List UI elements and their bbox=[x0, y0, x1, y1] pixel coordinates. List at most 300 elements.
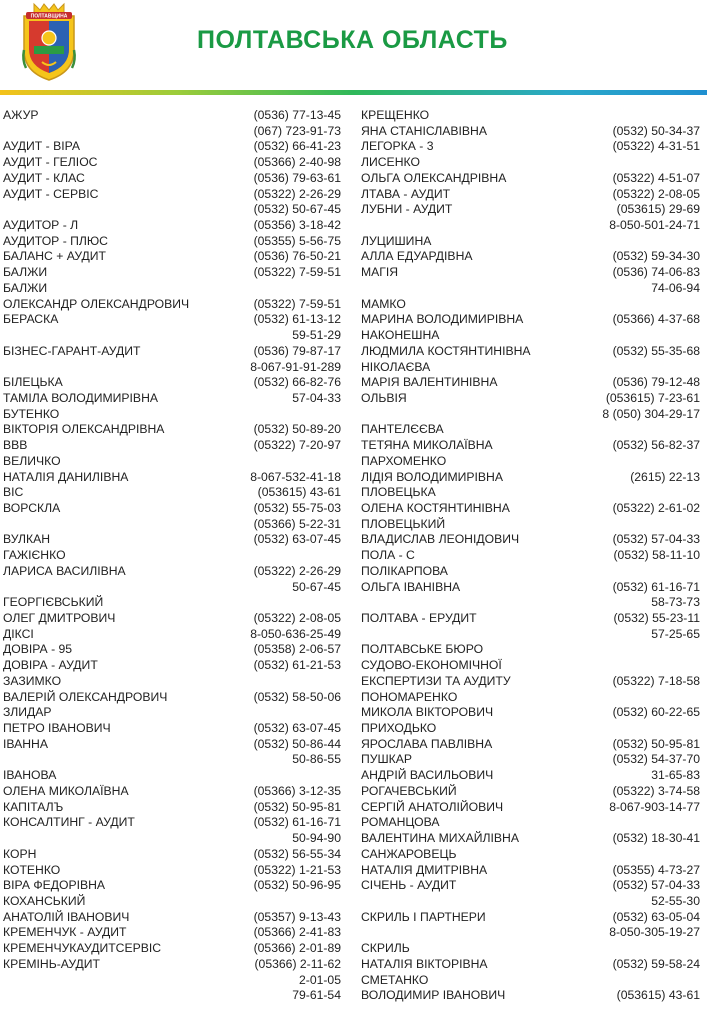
directory-row bbox=[361, 658, 700, 674]
entry-name: ЯРОСЛАВА ПАВЛІВНА bbox=[361, 736, 493, 751]
entry-name: ОЛЬГА ІВАНІВНА bbox=[361, 579, 461, 594]
entry-name: ПУШКАР bbox=[361, 752, 413, 767]
directory-row bbox=[3, 973, 341, 989]
directory-row bbox=[3, 108, 341, 124]
entry-phone: (0532) 59-34-30 bbox=[612, 249, 700, 264]
directory-row bbox=[361, 312, 700, 328]
entry-name: КОНСАЛТИНГ - АУДИТ bbox=[3, 815, 135, 830]
entry-phone: 8-050-501-24-71 bbox=[609, 218, 700, 233]
gradient-divider bbox=[0, 90, 707, 95]
entry-name: ВЕЛИЧКО bbox=[3, 453, 61, 468]
directory-row bbox=[361, 721, 700, 737]
entry-phone: (0532) 66-82-76 bbox=[253, 375, 341, 390]
entry-name: КРЕЩЕНКО bbox=[361, 108, 430, 122]
entry-phone: (05366) 2-11-62 bbox=[254, 956, 341, 971]
directory-row bbox=[361, 863, 700, 879]
directory-row bbox=[3, 831, 341, 847]
entry-name: БЕРАСКА bbox=[3, 312, 59, 327]
entry-phone: (0532) 50-67-45 bbox=[253, 202, 341, 217]
directory-row bbox=[3, 501, 341, 517]
directory-row bbox=[361, 784, 700, 800]
directory-row bbox=[361, 328, 700, 344]
entry-name: АУДИТ - КЛАС bbox=[3, 170, 85, 185]
entry-name: МИКОЛА ВІКТОРОВИЧ bbox=[361, 705, 494, 720]
entry-phone: (05322) 7-20-97 bbox=[253, 438, 341, 453]
entry-name: ПРИХОДЬКО bbox=[361, 721, 437, 736]
entry-phone: 79-61-54 bbox=[292, 988, 341, 1003]
entry-name: КРЕМЕНЧУК - АУДИТ bbox=[3, 925, 127, 940]
entry-name: САНЖАРОВЕЦЬ bbox=[361, 846, 457, 861]
entry-name: ОЛЕКСАНДР ОЛЕКСАНДРОВИЧ bbox=[3, 296, 190, 311]
entry-name: НІКОЛАЄВА bbox=[361, 359, 431, 374]
entry-name: КРЕМІНЬ-АУДИТ bbox=[3, 956, 100, 971]
entry-name: КАПІТАЛЪ bbox=[3, 799, 64, 814]
directory-row bbox=[3, 454, 341, 470]
directory-row bbox=[361, 988, 700, 1004]
entry-name: ТАМІЛА ВОЛОДИМИРІВНА bbox=[3, 390, 158, 405]
directory-row bbox=[361, 800, 700, 816]
entry-name: ВОЛОДИМИР ІВАНОВИЧ bbox=[361, 988, 506, 1003]
directory-row bbox=[361, 485, 700, 501]
entry-phone: (0532) 61-13-12 bbox=[253, 312, 341, 327]
entry-name: ЛТАВА - АУДИТ bbox=[361, 186, 451, 201]
directory-row bbox=[361, 202, 700, 218]
directory-row bbox=[3, 344, 341, 360]
entry-name: ДОВІРА - 95 bbox=[3, 642, 73, 657]
entry-phone: (05322) 3-74-58 bbox=[612, 783, 700, 798]
directory-row bbox=[361, 187, 700, 203]
directory-row bbox=[3, 470, 341, 486]
entry-name: ДОВІРА - АУДИТ bbox=[3, 658, 98, 673]
entry-name: РОГАЧЕВСЬКИЙ bbox=[361, 783, 457, 798]
entry-phone: (053615) 29-69 bbox=[616, 202, 700, 217]
directory-row bbox=[3, 202, 341, 218]
entry-name: ЛУБНИ - АУДИТ bbox=[361, 202, 453, 217]
entry-phone: (05366) 2-41-83 bbox=[253, 925, 341, 940]
directory-row bbox=[361, 108, 700, 124]
directory-row bbox=[3, 422, 341, 438]
entry-name: КОТЕНКО bbox=[3, 862, 61, 877]
directory-row bbox=[361, 878, 700, 894]
directory-row bbox=[361, 265, 700, 281]
page-header bbox=[0, 0, 707, 96]
directory-row bbox=[361, 438, 700, 454]
entry-phone: 2-01-05 bbox=[298, 972, 341, 987]
directory-row bbox=[361, 391, 700, 407]
entry-name: ЛЮДМИЛА КОСТЯНТИНІВНА bbox=[361, 343, 531, 358]
entry-name: СМЕТАНКО bbox=[361, 972, 429, 987]
directory-row bbox=[361, 611, 700, 627]
directory-row bbox=[361, 925, 700, 941]
directory-row bbox=[361, 580, 700, 596]
entry-name: ТЕТЯНА МИКОЛАЇВНА bbox=[361, 438, 493, 453]
directory-row bbox=[361, 973, 700, 989]
entry-phone: 8-050-636-25-49 bbox=[250, 626, 341, 641]
directory-row bbox=[361, 375, 700, 391]
directory-row bbox=[3, 171, 341, 187]
entry-phone: 50-67-45 bbox=[292, 579, 341, 594]
directory-row bbox=[3, 957, 341, 973]
entry-name: ПЛОВЕЦЬКИЙ bbox=[361, 516, 446, 531]
entry-name: ВАЛЕРІЙ ОЛЕКСАНДРОВИЧ bbox=[3, 689, 168, 704]
entry-phone: 52-55-30 bbox=[651, 893, 700, 908]
directory-row bbox=[3, 265, 341, 281]
directory-row bbox=[361, 690, 700, 706]
directory-row bbox=[361, 595, 700, 611]
entry-name: ОЛЬГА ОЛЕКСАНДРІВНА bbox=[361, 170, 507, 185]
directory-row bbox=[361, 674, 700, 690]
entry-phone: (05322) 2-08-05 bbox=[253, 611, 341, 625]
entry-name: БІЛЕЦЬКА bbox=[3, 375, 63, 390]
crest-text: ПОЛТАВЩИНА bbox=[30, 13, 68, 20]
directory-row bbox=[361, 910, 700, 926]
entry-name: ЛЕГОРКА - 3 bbox=[361, 139, 434, 154]
directory-row bbox=[3, 281, 341, 297]
directory-row bbox=[3, 249, 341, 265]
entry-phone: (05358) 2-06-57 bbox=[253, 642, 341, 657]
entry-phone: (2615) 22-13 bbox=[630, 469, 700, 484]
directory-row bbox=[3, 658, 341, 674]
entry-name: КОХАНСЬКИЙ bbox=[3, 893, 86, 908]
directory-row bbox=[3, 438, 341, 454]
entry-phone: (05357) 9-13-43 bbox=[253, 909, 341, 924]
directory-row bbox=[3, 564, 341, 580]
directory-row bbox=[361, 564, 700, 580]
entry-phone: (067) 723-91-73 bbox=[253, 123, 341, 138]
entry-name: ГАЖІЄНКО bbox=[3, 548, 66, 563]
entry-name: ГЕОРГІЄВСЬКИЙ bbox=[3, 595, 104, 610]
entry-phone: (05322) 2-26-29 bbox=[253, 563, 341, 578]
entry-phone: (05366) 2-40-98 bbox=[253, 155, 341, 170]
entry-name: АУДИТОР - ПЛЮС bbox=[3, 233, 108, 248]
entry-name: ВІРА ФЕДОРІВНА bbox=[3, 878, 106, 893]
entry-name: БАЛЖИ bbox=[3, 280, 48, 295]
entry-phone: 58-73-73 bbox=[651, 595, 700, 610]
directory-row bbox=[361, 234, 700, 250]
entry-name: ЛУЦИШИНА bbox=[361, 233, 432, 248]
entry-name: СЕРГІЙ АНАТОЛІЙОВИЧ bbox=[361, 799, 504, 814]
page-title: ПОЛТАВСЬКА ОБЛАСТЬ bbox=[197, 26, 508, 54]
entry-phone: (0532) 61-21-53 bbox=[253, 658, 341, 673]
directory-row bbox=[361, 281, 700, 297]
entry-phone: (0532) 63-05-04 bbox=[612, 909, 700, 924]
entry-name: ПЛОВЕЦЬКА bbox=[361, 485, 436, 500]
entry-name: АУДИТ - СЕРВІС bbox=[3, 186, 99, 201]
directory-row bbox=[361, 360, 700, 376]
entry-phone: (0536) 76-50-21 bbox=[253, 249, 341, 264]
directory-row bbox=[361, 249, 700, 265]
directory-row bbox=[3, 721, 341, 737]
entry-phone: 74-06-94 bbox=[651, 280, 700, 295]
entry-phone: (05355) 4-73-27 bbox=[612, 862, 700, 877]
entry-name: ОЛЕНА МИКОЛАЇВНА bbox=[3, 783, 129, 798]
entry-name: АЛЛА ЕДУАРДІВНА bbox=[361, 249, 473, 264]
entry-name: АУДИТ - ГЕЛІОС bbox=[3, 155, 98, 170]
entry-name: АНАТОЛІЙ ІВАНОВИЧ bbox=[3, 909, 130, 924]
entry-name: ПОНОМАРЕНКО bbox=[361, 689, 458, 704]
entry-phone: (0532) 59-58-24 bbox=[612, 956, 700, 971]
entry-name: ЕКСПЕРТИЗИ ТА АУДИТУ bbox=[361, 673, 511, 688]
entry-name: ОЛЕНА КОСТЯНТИНІВНА bbox=[361, 500, 510, 515]
directory-row bbox=[3, 391, 341, 407]
directory-row bbox=[3, 611, 341, 627]
entry-phone: (05322) 4-31-51 bbox=[612, 139, 700, 154]
entry-phone: (0532) 57-04-33 bbox=[612, 532, 700, 547]
directory-row bbox=[361, 831, 700, 847]
entry-name: СУДОВО-ЕКОНОМІЧНОЇ bbox=[361, 658, 502, 673]
entry-phone: 31-65-83 bbox=[651, 768, 700, 783]
entry-phone: (0532) 56-55-34 bbox=[253, 846, 341, 861]
directory-row bbox=[3, 941, 341, 957]
directory-row bbox=[361, 894, 700, 910]
directory-row bbox=[3, 532, 341, 548]
directory-row bbox=[361, 957, 700, 973]
entry-phone: (0532) 57-04-33 bbox=[612, 878, 700, 893]
directory-row bbox=[3, 800, 341, 816]
entry-name: МАРИНА ВОЛОДИМИРІВНА bbox=[361, 312, 524, 327]
entry-phone: 57-25-65 bbox=[651, 626, 700, 641]
directory-row bbox=[361, 768, 700, 784]
directory-row bbox=[3, 407, 341, 423]
directory-row bbox=[3, 847, 341, 863]
entry-phone: (0532) 55-75-03 bbox=[253, 500, 341, 515]
directory-row bbox=[361, 139, 700, 155]
entry-name: АНДРІЙ ВАСИЛЬОВИЧ bbox=[361, 768, 494, 783]
entry-phone: (0536) 79-87-17 bbox=[253, 343, 341, 358]
entry-name: АЖУР bbox=[3, 108, 39, 122]
entry-name: НАТАЛІЯ ДМИТРІВНА bbox=[361, 862, 488, 877]
directory-row bbox=[3, 297, 341, 313]
directory-row bbox=[3, 375, 341, 391]
entry-name: ВЛАДИСЛАВ ЛЕОНІДОВИЧ bbox=[361, 532, 520, 547]
entry-name: СКРИЛЬ bbox=[361, 941, 410, 956]
entry-phone: (0536) 79-63-61 bbox=[253, 170, 341, 185]
directory-row bbox=[3, 627, 341, 643]
entry-phone: (0532) 58-11-10 bbox=[613, 548, 700, 563]
entry-name: ІВАНОВА bbox=[3, 768, 57, 783]
entry-phone: (0532) 61-16-71 bbox=[612, 579, 700, 594]
entry-name: ВІС bbox=[3, 485, 24, 500]
entry-phone: (05322) 7-18-58 bbox=[612, 673, 700, 688]
directory-row bbox=[3, 752, 341, 768]
entry-phone: (0532) 50-95-81 bbox=[253, 799, 341, 814]
entry-phone: (053615) 43-61 bbox=[616, 988, 700, 1003]
entry-phone: (05322) 2-08-05 bbox=[612, 186, 700, 201]
entry-phone: (05355) 5-56-75 bbox=[253, 233, 341, 248]
entry-phone: (05366) 5-22-31 bbox=[253, 516, 341, 531]
entry-phone: (0532) 55-23-11 bbox=[613, 611, 700, 625]
entry-name: КРЕМЕНЧУКАУДИТСЕРВІС bbox=[3, 941, 162, 956]
entry-phone: 8 (050) 304-29-17 bbox=[602, 406, 700, 421]
entry-name: ЛІДІЯ ВОЛОДИМИРІВНА bbox=[361, 469, 503, 484]
directory-row bbox=[361, 847, 700, 863]
directory-row bbox=[361, 941, 700, 957]
directory-row bbox=[3, 595, 341, 611]
entry-phone: (05322) 4-51-07 bbox=[612, 170, 700, 185]
entry-name: РОМАНЦОВА bbox=[361, 815, 440, 830]
entry-phone: (05356) 3-18-42 bbox=[253, 218, 341, 233]
directory-row bbox=[361, 470, 700, 486]
right-directory-column bbox=[361, 108, 700, 1004]
entry-name: ЗАЗИМКО bbox=[3, 673, 62, 688]
entry-name: ВАЛЕНТИНА МИХАЙЛІВНА bbox=[361, 831, 519, 846]
entry-phone: (0532) 55-35-68 bbox=[612, 343, 700, 358]
entry-phone: (0532) 66-41-23 bbox=[253, 139, 341, 154]
directory-row bbox=[361, 155, 700, 171]
entry-name: ПЕТРО ІВАНОВИЧ bbox=[3, 721, 111, 736]
directory-row bbox=[361, 815, 700, 831]
entry-name: ІВАННА bbox=[3, 736, 48, 751]
directory-row bbox=[361, 705, 700, 721]
directory-row bbox=[3, 580, 341, 596]
directory-row bbox=[361, 532, 700, 548]
directory-row bbox=[3, 360, 341, 376]
entry-name: КОРН bbox=[3, 846, 37, 861]
directory-row bbox=[3, 705, 341, 721]
directory-row bbox=[361, 737, 700, 753]
directory-row bbox=[361, 642, 700, 658]
entry-phone: (0536) 74-06-83 bbox=[612, 265, 700, 280]
entry-name: ПОЛА - С bbox=[361, 548, 415, 563]
entry-name: СІЧЕНЬ - АУДИТ bbox=[361, 878, 457, 893]
entry-phone: (053615) 43-61 bbox=[257, 485, 341, 500]
directory-row bbox=[3, 642, 341, 658]
entry-name: БУТЕНКО bbox=[3, 406, 60, 421]
entry-phone: (05322) 2-61-02 bbox=[612, 500, 700, 515]
directory-row bbox=[361, 627, 700, 643]
directory-row bbox=[361, 407, 700, 423]
entry-name: ВОРСКЛА bbox=[3, 500, 61, 515]
entry-name: БАЛЖИ bbox=[3, 265, 48, 280]
directory-row bbox=[3, 910, 341, 926]
poltava-oblast-coat-of-arms-icon bbox=[20, 2, 78, 82]
directory-row bbox=[3, 548, 341, 564]
entry-phone: (0532) 50-89-20 bbox=[253, 422, 341, 437]
entry-name: ПОЛТАВА - ЕРУДИТ bbox=[361, 611, 477, 625]
directory-row bbox=[361, 454, 700, 470]
entry-name: ПОЛІКАРПОВА bbox=[361, 563, 448, 578]
directory-row bbox=[3, 674, 341, 690]
entry-phone: 8-067-903-14-77 bbox=[609, 799, 700, 814]
entry-name: ЗЛИДАР bbox=[3, 705, 52, 720]
directory-row bbox=[361, 752, 700, 768]
directory-row bbox=[3, 925, 341, 941]
entry-name: ВІКТОРІЯ ОЛЕКСАНДРІВНА bbox=[3, 422, 165, 437]
entry-phone: (05322) 1-21-53 bbox=[253, 862, 341, 877]
entry-phone: (0532) 50-95-81 bbox=[612, 736, 700, 751]
directory-row bbox=[361, 218, 700, 234]
entry-phone: (0532) 61-16-71 bbox=[253, 815, 341, 830]
directory-row bbox=[3, 187, 341, 203]
entry-name: МАРІЯ ВАЛЕНТИНІВНА bbox=[361, 375, 498, 390]
directory-row bbox=[361, 517, 700, 533]
directory-row bbox=[3, 328, 341, 344]
entry-phone: 57-04-33 bbox=[292, 390, 341, 405]
directory-row bbox=[3, 485, 341, 501]
directory-row bbox=[361, 501, 700, 517]
directory-row bbox=[3, 878, 341, 894]
directory-row bbox=[361, 344, 700, 360]
directory-row bbox=[3, 784, 341, 800]
directory-row bbox=[3, 517, 341, 533]
entry-phone: (0532) 63-07-45 bbox=[253, 721, 341, 736]
directory-row bbox=[361, 422, 700, 438]
entry-name: ВВВ bbox=[3, 438, 28, 453]
directory-row bbox=[3, 690, 341, 706]
entry-phone: (0536) 79-12-48 bbox=[612, 375, 700, 390]
entry-phone: (05366) 2-01-89 bbox=[253, 941, 341, 956]
directory-row bbox=[3, 815, 341, 831]
entry-name: ВУЛКАН bbox=[3, 532, 51, 547]
directory-row bbox=[3, 894, 341, 910]
entry-phone: (0532) 56-82-37 bbox=[612, 438, 700, 453]
directory-row bbox=[361, 297, 700, 313]
entry-phone: 59-51-29 bbox=[292, 328, 341, 343]
directory-row bbox=[3, 234, 341, 250]
directory-row bbox=[3, 124, 341, 140]
entry-name: НАТАЛІЯ ДАНИЛІВНА bbox=[3, 469, 129, 484]
entry-name: ДІКСІ bbox=[3, 626, 34, 641]
entry-phone: (0532) 63-07-45 bbox=[253, 532, 341, 547]
entry-name: МАМКО bbox=[361, 296, 406, 311]
directory-row bbox=[3, 768, 341, 784]
entry-name: АУДИТ - ВІРА bbox=[3, 139, 81, 154]
directory-row bbox=[3, 218, 341, 234]
entry-phone: 8-050-305-19-27 bbox=[609, 925, 700, 940]
entry-phone: 8-067-91-91-289 bbox=[250, 359, 341, 374]
entry-name: ПАРХОМЕНКО bbox=[361, 453, 447, 468]
entry-phone: (0532) 18-30-41 bbox=[612, 831, 700, 846]
entry-name: АУДИТОР - Л bbox=[3, 218, 79, 233]
entry-phone: (0532) 50-34-37 bbox=[612, 123, 700, 138]
entry-phone: 8-067-532-41-18 bbox=[250, 469, 341, 484]
entry-phone: (053615) 7-23-61 bbox=[605, 390, 700, 405]
directory-row bbox=[3, 737, 341, 753]
entry-phone: (0532) 60-22-65 bbox=[612, 705, 700, 720]
entry-name: ПАНТЕЛЄЄВА bbox=[361, 422, 444, 437]
entry-phone: (0532) 50-96-95 bbox=[253, 878, 341, 893]
entry-phone: (05322) 2-26-29 bbox=[253, 186, 341, 201]
directory-row bbox=[3, 988, 341, 1004]
entry-phone: (05366) 3-12-35 bbox=[253, 783, 341, 798]
entry-phone: (0532) 50-86-44 bbox=[253, 736, 341, 751]
entry-name: БІЗНЕС-ГАРАНТ-АУДИТ bbox=[3, 343, 141, 358]
entry-phone: (05322) 7-59-51 bbox=[253, 296, 341, 311]
directory-row bbox=[3, 312, 341, 328]
entry-name: НАКОНЕШНА bbox=[361, 328, 440, 343]
entry-name: ПОЛТАВСЬКЕ БЮРО bbox=[361, 642, 484, 657]
entry-phone: (0532) 58-50-06 bbox=[253, 689, 341, 704]
entry-phone: 50-94-90 bbox=[292, 831, 341, 846]
entry-name: ЛИСЕНКО bbox=[361, 155, 420, 170]
directory-row bbox=[3, 155, 341, 171]
directory-row bbox=[361, 548, 700, 564]
directory-row bbox=[361, 171, 700, 187]
entry-phone: 50-86-55 bbox=[292, 752, 341, 767]
entry-name: МАГІЯ bbox=[361, 265, 399, 280]
entry-phone: (05322) 7-59-51 bbox=[253, 265, 341, 280]
directory-row bbox=[3, 139, 341, 155]
entry-name: ЯНА СТАНІСЛАВІВНА bbox=[361, 123, 487, 138]
entry-phone: (0536) 77-13-45 bbox=[253, 108, 341, 122]
entry-name: СКРИЛЬ І ПАРТНЕРИ bbox=[361, 909, 486, 924]
entry-name: ОЛЕГ ДМИТРОВИЧ bbox=[3, 611, 116, 625]
directory-row bbox=[3, 863, 341, 879]
entry-phone: (0532) 54-37-70 bbox=[612, 752, 700, 767]
entry-name: БАЛАНС + АУДИТ bbox=[3, 249, 106, 264]
entry-name: ОЛЬВІЯ bbox=[361, 390, 407, 405]
entry-phone: (05366) 4-37-68 bbox=[612, 312, 700, 327]
